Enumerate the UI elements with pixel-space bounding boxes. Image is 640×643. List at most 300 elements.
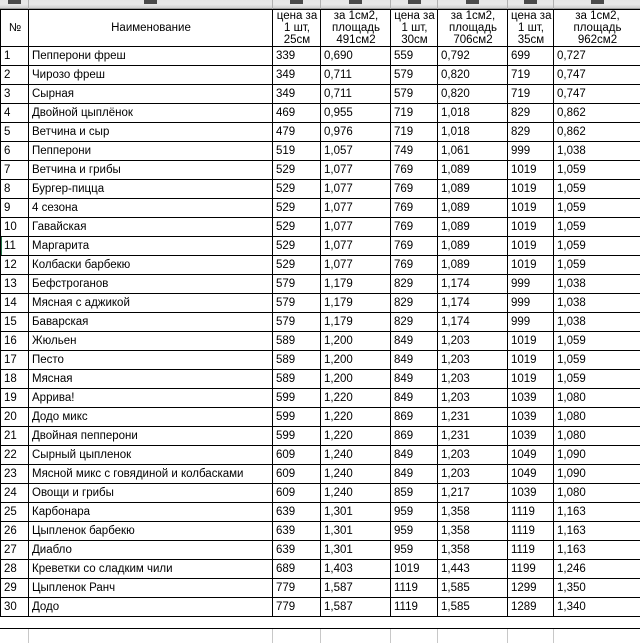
- price-per-cm2-35-cell[interactable]: 0,862: [554, 123, 640, 142]
- price-35cm-cell[interactable]: 1039: [508, 427, 554, 446]
- table-row[interactable]: [1, 218, 640, 237]
- header-line-3: 491см2: [336, 34, 375, 46]
- price-30cm-cell[interactable]: 719: [391, 104, 438, 123]
- price-per-cm2-25-cell[interactable]: 0,955: [321, 104, 391, 123]
- price-35cm-cell[interactable]: 1289: [508, 598, 554, 617]
- price-per-cm2-30-cell[interactable]: 1,443: [438, 560, 508, 579]
- row-number-cell[interactable]: 24: [1, 484, 29, 503]
- price-30cm-cell[interactable]: 769: [391, 161, 438, 180]
- price-per-cm2-30-cell[interactable]: 1,358: [438, 503, 508, 522]
- row-number-cell[interactable]: 28: [1, 560, 29, 579]
- column-header-price-30cm[interactable]: [391, 10, 438, 47]
- product-name-cell[interactable]: Аррива!: [29, 389, 273, 408]
- price-per-cm2-25-cell[interactable]: 1,220: [321, 408, 391, 427]
- table-row[interactable]: [1, 104, 640, 123]
- table-row[interactable]: [1, 47, 640, 66]
- table-row[interactable]: [1, 142, 640, 161]
- product-name-cell[interactable]: Сырный цыпленок: [29, 446, 273, 465]
- price-35cm-cell[interactable]: 1119: [508, 503, 554, 522]
- row-number-cell[interactable]: 13: [1, 275, 29, 294]
- price-per-cm2-25-cell[interactable]: 1,200: [321, 332, 391, 351]
- row-number-cell[interactable]: 4: [1, 104, 29, 123]
- price-35cm-cell[interactable]: 1019: [508, 218, 554, 237]
- header-line-3: 25см: [284, 34, 310, 46]
- price-35cm-cell[interactable]: 829: [508, 104, 554, 123]
- price-per-cm2-30-cell[interactable]: 1,061: [438, 142, 508, 161]
- row-number-cell[interactable]: 2: [1, 66, 29, 85]
- table-row[interactable]: [1, 256, 640, 275]
- price-30cm-cell[interactable]: 849: [391, 332, 438, 351]
- price-per-cm2-30-cell[interactable]: 1,358: [438, 522, 508, 541]
- price-per-cm2-30-cell[interactable]: 0,820: [438, 85, 508, 104]
- price-30cm-cell[interactable]: 769: [391, 256, 438, 275]
- price-per-cm2-25-cell[interactable]: 0,711: [321, 66, 391, 85]
- price-35cm-cell[interactable]: 699: [508, 47, 554, 66]
- column-header-price-35cm[interactable]: [508, 10, 554, 47]
- column-letter-2: [290, 0, 303, 4]
- price-per-cm2-30-cell[interactable]: 1,018: [438, 123, 508, 142]
- price-per-cm2-25-cell[interactable]: 1,301: [321, 541, 391, 560]
- price-per-cm2-25-cell[interactable]: 1,077: [321, 256, 391, 275]
- price-30cm-cell[interactable]: 849: [391, 370, 438, 389]
- price-per-cm2-25-cell[interactable]: 1,240: [321, 465, 391, 484]
- price-per-cm2-35-cell[interactable]: 1,090: [554, 446, 640, 465]
- price-per-cm2-25-cell[interactable]: 1,301: [321, 522, 391, 541]
- price-per-cm2-25-cell[interactable]: 1,200: [321, 370, 391, 389]
- price-25cm-cell[interactable]: 349: [273, 66, 321, 85]
- table-row[interactable]: [1, 85, 640, 104]
- price-per-cm2-30-cell[interactable]: 1,585: [438, 579, 508, 598]
- price-per-cm2-25-cell[interactable]: 1,077: [321, 180, 391, 199]
- row-number-cell[interactable]: 1: [1, 47, 29, 66]
- table-row[interactable]: [1, 522, 640, 541]
- table-row[interactable]: [1, 408, 640, 427]
- price-per-cm2-35-cell[interactable]: 1,038: [554, 294, 640, 313]
- table-row[interactable]: [1, 484, 640, 503]
- row-number-cell[interactable]: 12: [1, 256, 29, 275]
- price-per-cm2-25-cell[interactable]: 1,240: [321, 446, 391, 465]
- price-per-cm2-30-cell[interactable]: 0,792: [438, 47, 508, 66]
- price-35cm-cell[interactable]: 1119: [508, 522, 554, 541]
- price-35cm-cell[interactable]: 1119: [508, 541, 554, 560]
- price-per-cm2-30-cell[interactable]: 1,358: [438, 541, 508, 560]
- table-row[interactable]: [1, 294, 640, 313]
- price-per-cm2-25-cell[interactable]: 0,976: [321, 123, 391, 142]
- price-25cm-cell[interactable]: 479: [273, 123, 321, 142]
- column-header-name-label: Наименование: [111, 22, 191, 34]
- row-number-cell[interactable]: 18: [1, 370, 29, 389]
- price-30cm-cell[interactable]: 1119: [391, 598, 438, 617]
- price-35cm-cell[interactable]: 1299: [508, 579, 554, 598]
- price-35cm-cell[interactable]: 1019: [508, 256, 554, 275]
- sheet-bottom-gridline-6: [553, 629, 554, 643]
- price-per-cm2-25-cell[interactable]: 1,220: [321, 427, 391, 446]
- sheet-bottom-gridline-5: [507, 629, 508, 643]
- price-per-cm2-35-cell[interactable]: 0,747: [554, 85, 640, 104]
- price-25cm-cell[interactable]: 779: [273, 579, 321, 598]
- price-per-cm2-35-cell[interactable]: 0,727: [554, 47, 640, 66]
- row-number-cell[interactable]: 26: [1, 522, 29, 541]
- header-line-2: 1 шт,: [401, 22, 427, 34]
- price-30cm-cell[interactable]: 869: [391, 408, 438, 427]
- row-number-cell[interactable]: 5: [1, 123, 29, 142]
- price-35cm-cell[interactable]: 1019: [508, 180, 554, 199]
- product-name-cell[interactable]: Додо микс: [29, 408, 273, 427]
- price-35cm-cell[interactable]: 1019: [508, 161, 554, 180]
- product-name-cell[interactable]: Песто: [29, 351, 273, 370]
- spreadsheet-column-header-strip[interactable]: [0, 0, 640, 9]
- price-per-cm2-30-cell[interactable]: 1,203: [438, 446, 508, 465]
- price-per-cm2-25-cell[interactable]: 1,587: [321, 598, 391, 617]
- price-per-cm2-35-cell[interactable]: 1,246: [554, 560, 640, 579]
- product-name-cell[interactable]: Цыпленок Ранч: [29, 579, 273, 598]
- price-35cm-cell[interactable]: 999: [508, 313, 554, 332]
- price-per-cm2-25-cell[interactable]: 1,179: [321, 294, 391, 313]
- price-25cm-cell[interactable]: 529: [273, 237, 321, 256]
- price-per-cm2-25-cell[interactable]: 1,077: [321, 237, 391, 256]
- column-header-number[interactable]: [1, 10, 29, 47]
- price-per-cm2-30-cell[interactable]: 1,585: [438, 598, 508, 617]
- row-number-cell[interactable]: 20: [1, 408, 29, 427]
- price-per-cm2-30-cell[interactable]: 1,089: [438, 237, 508, 256]
- price-30cm-cell[interactable]: 769: [391, 218, 438, 237]
- price-per-cm2-35-cell[interactable]: 1,059: [554, 161, 640, 180]
- price-30cm-cell[interactable]: 769: [391, 180, 438, 199]
- column-letter-0: [8, 0, 21, 4]
- row-number-cell[interactable]: 29: [1, 579, 29, 598]
- column-header-separator-3: [390, 0, 391, 9]
- price-25cm-cell[interactable]: 519: [273, 142, 321, 161]
- table-row[interactable]: [1, 427, 640, 446]
- table-row[interactable]: [1, 161, 640, 180]
- price-35cm-cell[interactable]: 1019: [508, 332, 554, 351]
- price-25cm-cell[interactable]: 689: [273, 560, 321, 579]
- product-name-cell[interactable]: Пепперони: [29, 142, 273, 161]
- price-35cm-cell[interactable]: 1049: [508, 465, 554, 484]
- price-25cm-cell[interactable]: 779: [273, 598, 321, 617]
- price-per-cm2-30-cell[interactable]: 1,203: [438, 370, 508, 389]
- row-number-cell[interactable]: 19: [1, 389, 29, 408]
- price-25cm-cell[interactable]: 639: [273, 503, 321, 522]
- row-number-cell[interactable]: 14: [1, 294, 29, 313]
- product-name-cell[interactable]: Креветки со сладким чили: [29, 560, 273, 579]
- price-30cm-cell[interactable]: 829: [391, 313, 438, 332]
- price-per-cm2-25-cell[interactable]: 1,077: [321, 218, 391, 237]
- product-name-cell[interactable]: Двойная пепперони: [29, 427, 273, 446]
- price-30cm-cell[interactable]: 849: [391, 389, 438, 408]
- table-row[interactable]: [1, 446, 640, 465]
- price-25cm-cell[interactable]: 589: [273, 370, 321, 389]
- price-per-cm2-35-cell[interactable]: 1,163: [554, 503, 640, 522]
- price-25cm-cell[interactable]: 639: [273, 522, 321, 541]
- price-per-cm2-35-cell[interactable]: 0,747: [554, 66, 640, 85]
- price-per-cm2-25-cell[interactable]: 1,220: [321, 389, 391, 408]
- product-name-cell[interactable]: Чирозо фреш: [29, 66, 273, 85]
- table-row[interactable]: [1, 560, 640, 579]
- table-row[interactable]: [1, 66, 640, 85]
- product-name-cell[interactable]: Ветчина и грибы: [29, 161, 273, 180]
- row-number-cell[interactable]: 6: [1, 142, 29, 161]
- price-per-cm2-25-cell[interactable]: 1,057: [321, 142, 391, 161]
- price-per-cm2-35-cell[interactable]: 1,059: [554, 180, 640, 199]
- price-35cm-cell[interactable]: 1199: [508, 560, 554, 579]
- price-35cm-cell[interactable]: 1019: [508, 370, 554, 389]
- price-per-cm2-35-cell[interactable]: 0,862: [554, 104, 640, 123]
- table-row[interactable]: [1, 351, 640, 370]
- price-35cm-cell[interactable]: 999: [508, 275, 554, 294]
- price-per-cm2-30-cell[interactable]: 1,203: [438, 465, 508, 484]
- product-name-cell[interactable]: Овощи и грибы: [29, 484, 273, 503]
- price-30cm-cell[interactable]: 829: [391, 294, 438, 313]
- price-30cm-cell[interactable]: 769: [391, 199, 438, 218]
- product-name-cell[interactable]: Мясная с аджикой: [29, 294, 273, 313]
- price-35cm-cell[interactable]: 1019: [508, 237, 554, 256]
- price-25cm-cell[interactable]: 589: [273, 332, 321, 351]
- price-per-cm2-25-cell[interactable]: 1,403: [321, 560, 391, 579]
- price-per-cm2-35-cell[interactable]: 1,038: [554, 142, 640, 161]
- row-number-cell[interactable]: 16: [1, 332, 29, 351]
- column-header-separator-0: [28, 0, 29, 9]
- sheet-bottom-blank-row[interactable]: [0, 628, 640, 642]
- product-name-cell[interactable]: Маргарита: [29, 237, 273, 256]
- table-row[interactable]: [1, 275, 640, 294]
- price-per-cm2-30-cell[interactable]: 1,174: [438, 313, 508, 332]
- column-header-name[interactable]: [29, 10, 273, 47]
- price-30cm-cell[interactable]: 559: [391, 47, 438, 66]
- price-35cm-cell[interactable]: 719: [508, 85, 554, 104]
- product-name-cell[interactable]: Баварская: [29, 313, 273, 332]
- price-25cm-cell[interactable]: 529: [273, 218, 321, 237]
- header-line-2: 1 шт,: [518, 22, 544, 34]
- price-30cm-cell[interactable]: 769: [391, 237, 438, 256]
- price-25cm-cell[interactable]: 599: [273, 408, 321, 427]
- price-per-cm2-30-cell[interactable]: 1,203: [438, 389, 508, 408]
- table-body: [1, 47, 640, 617]
- price-per-cm2-30-cell[interactable]: 1,089: [438, 180, 508, 199]
- price-25cm-cell[interactable]: 529: [273, 256, 321, 275]
- price-per-cm2-30-cell[interactable]: 1,089: [438, 161, 508, 180]
- price-35cm-cell[interactable]: 1039: [508, 389, 554, 408]
- price-35cm-cell[interactable]: 1039: [508, 408, 554, 427]
- header-line-3: 706см2: [453, 34, 492, 46]
- table-row[interactable]: [1, 579, 640, 598]
- price-per-cm2-35-cell[interactable]: 1,163: [554, 541, 640, 560]
- product-name-cell[interactable]: Диабло: [29, 541, 273, 560]
- price-30cm-cell[interactable]: 849: [391, 351, 438, 370]
- price-30cm-cell[interactable]: 849: [391, 465, 438, 484]
- price-35cm-cell[interactable]: 1039: [508, 484, 554, 503]
- product-name-cell[interactable]: 4 сезона: [29, 199, 273, 218]
- table-row[interactable]: [1, 313, 640, 332]
- price-25cm-cell[interactable]: 529: [273, 180, 321, 199]
- product-name-cell[interactable]: Додо: [29, 598, 273, 617]
- row-number-cell[interactable]: 25: [1, 503, 29, 522]
- row-number-cell[interactable]: 21: [1, 427, 29, 446]
- price-per-cm2-35-cell[interactable]: 1,038: [554, 275, 640, 294]
- price-25cm-cell[interactable]: 529: [273, 199, 321, 218]
- price-35cm-cell[interactable]: 829: [508, 123, 554, 142]
- product-name-cell[interactable]: Мясной микс с говядиной и колбасками: [29, 465, 273, 484]
- price-25cm-cell[interactable]: 579: [273, 294, 321, 313]
- product-name-cell[interactable]: Ветчина и сыр: [29, 123, 273, 142]
- header-line-2: площадь: [449, 22, 497, 34]
- row-number-cell[interactable]: 15: [1, 313, 29, 332]
- price-30cm-cell[interactable]: 869: [391, 427, 438, 446]
- price-per-cm2-30-cell[interactable]: 0,820: [438, 66, 508, 85]
- price-per-cm2-25-cell[interactable]: 0,690: [321, 47, 391, 66]
- price-30cm-cell[interactable]: 959: [391, 522, 438, 541]
- price-per-cm2-35-cell[interactable]: 1,080: [554, 389, 640, 408]
- price-per-cm2-30-cell[interactable]: 1,174: [438, 275, 508, 294]
- row-number-cell[interactable]: 10: [1, 218, 29, 237]
- price-per-cm2-35-cell[interactable]: 1,059: [554, 351, 640, 370]
- product-name-cell[interactable]: Мясная: [29, 370, 273, 389]
- price-per-cm2-35-cell[interactable]: 1,059: [554, 199, 640, 218]
- column-header-price-25cm[interactable]: [273, 10, 321, 47]
- table-row[interactable]: [1, 465, 640, 484]
- row-number-cell[interactable]: 23: [1, 465, 29, 484]
- price-30cm-cell[interactable]: 849: [391, 446, 438, 465]
- price-30cm-cell[interactable]: 1119: [391, 579, 438, 598]
- price-30cm-cell[interactable]: 579: [391, 66, 438, 85]
- header-line-1: за 1см2,: [451, 10, 496, 22]
- price-35cm-cell[interactable]: 1049: [508, 446, 554, 465]
- column-header-area-25cm[interactable]: [321, 10, 391, 47]
- price-25cm-cell[interactable]: 349: [273, 85, 321, 104]
- active-cell-row-number-cell[interactable]: 11: [1, 237, 29, 256]
- price-30cm-cell[interactable]: 959: [391, 541, 438, 560]
- price-30cm-cell[interactable]: 719: [391, 123, 438, 142]
- price-per-cm2-35-cell[interactable]: 1,090: [554, 465, 640, 484]
- price-per-cm2-30-cell[interactable]: 1,174: [438, 294, 508, 313]
- column-header-separator-4: [437, 0, 438, 9]
- price-per-cm2-35-cell[interactable]: 1,350: [554, 579, 640, 598]
- table-row[interactable]: [1, 237, 640, 256]
- price-per-cm2-30-cell[interactable]: 1,217: [438, 484, 508, 503]
- table-row[interactable]: [1, 389, 640, 408]
- row-number-cell[interactable]: 22: [1, 446, 29, 465]
- price-per-cm2-35-cell[interactable]: 1,080: [554, 484, 640, 503]
- price-25cm-cell[interactable]: 599: [273, 427, 321, 446]
- product-name-cell[interactable]: Сырная: [29, 85, 273, 104]
- price-per-cm2-25-cell[interactable]: 1,200: [321, 351, 391, 370]
- price-per-cm2-25-cell[interactable]: 1,240: [321, 484, 391, 503]
- table-row[interactable]: [1, 503, 640, 522]
- table-row[interactable]: [1, 541, 640, 560]
- price-per-cm2-35-cell[interactable]: 1,038: [554, 313, 640, 332]
- price-25cm-cell[interactable]: 609: [273, 465, 321, 484]
- price-per-cm2-30-cell[interactable]: 1,018: [438, 104, 508, 123]
- price-35cm-cell[interactable]: 1019: [508, 199, 554, 218]
- row-number-cell[interactable]: 30: [1, 598, 29, 617]
- sheet-bottom-gridline-3: [390, 629, 391, 643]
- price-25cm-cell[interactable]: 579: [273, 313, 321, 332]
- price-25cm-cell[interactable]: 579: [273, 275, 321, 294]
- price-25cm-cell[interactable]: 599: [273, 389, 321, 408]
- product-name-cell[interactable]: Пепперони фреш: [29, 47, 273, 66]
- table-row[interactable]: [1, 180, 640, 199]
- table-row[interactable]: [1, 332, 640, 351]
- table-row[interactable]: [1, 370, 640, 389]
- price-per-cm2-35-cell[interactable]: 1,059: [554, 218, 640, 237]
- product-name-cell[interactable]: Колбаски барбекю: [29, 256, 273, 275]
- row-number-cell[interactable]: 17: [1, 351, 29, 370]
- product-name-cell[interactable]: Цыпленок барбекю: [29, 522, 273, 541]
- price-35cm-cell[interactable]: 999: [508, 142, 554, 161]
- row-number-cell[interactable]: 8: [1, 180, 29, 199]
- row-number-cell[interactable]: 27: [1, 541, 29, 560]
- price-per-cm2-25-cell[interactable]: 1,077: [321, 199, 391, 218]
- price-35cm-cell[interactable]: 1019: [508, 351, 554, 370]
- price-per-cm2-35-cell[interactable]: 1,340: [554, 598, 640, 617]
- table-row[interactable]: [1, 123, 640, 142]
- price-per-cm2-30-cell[interactable]: 1,203: [438, 332, 508, 351]
- price-25cm-cell[interactable]: 469: [273, 104, 321, 123]
- product-name-cell[interactable]: Бефстроганов: [29, 275, 273, 294]
- price-per-cm2-30-cell[interactable]: 1,203: [438, 351, 508, 370]
- price-per-cm2-25-cell[interactable]: 1,587: [321, 579, 391, 598]
- price-25cm-cell[interactable]: 609: [273, 446, 321, 465]
- price-per-cm2-30-cell[interactable]: 1,089: [438, 218, 508, 237]
- column-header-area-30cm[interactable]: [438, 10, 508, 47]
- product-name-cell[interactable]: Карбонара: [29, 503, 273, 522]
- price-per-cm2-35-cell[interactable]: 1,080: [554, 427, 640, 446]
- table-row[interactable]: [1, 199, 640, 218]
- price-per-cm2-30-cell[interactable]: 1,089: [438, 256, 508, 275]
- price-per-cm2-35-cell[interactable]: 1,059: [554, 370, 640, 389]
- column-header-number-label: №: [9, 22, 21, 34]
- column-header-area-35cm[interactable]: [554, 10, 640, 47]
- column-letter-4: [408, 0, 421, 4]
- price-per-cm2-30-cell[interactable]: 1,089: [438, 199, 508, 218]
- price-per-cm2-25-cell[interactable]: 1,301: [321, 503, 391, 522]
- price-per-cm2-25-cell[interactable]: 0,711: [321, 85, 391, 104]
- product-name-cell[interactable]: Жюльен: [29, 332, 273, 351]
- product-name-cell[interactable]: Двойной цыплёнок: [29, 104, 273, 123]
- row-number-cell[interactable]: 3: [1, 85, 29, 104]
- price-per-cm2-35-cell[interactable]: 1,059: [554, 237, 640, 256]
- price-per-cm2-35-cell[interactable]: 1,080: [554, 408, 640, 427]
- price-30cm-cell[interactable]: 749: [391, 142, 438, 161]
- table-row[interactable]: [1, 598, 640, 617]
- price-per-cm2-25-cell[interactable]: 1,179: [321, 275, 391, 294]
- price-25cm-cell[interactable]: 589: [273, 351, 321, 370]
- price-per-cm2-35-cell[interactable]: 1,059: [554, 256, 640, 275]
- price-25cm-cell[interactable]: 609: [273, 484, 321, 503]
- price-30cm-cell[interactable]: 829: [391, 275, 438, 294]
- price-30cm-cell[interactable]: 859: [391, 484, 438, 503]
- row-number-cell[interactable]: 9: [1, 199, 29, 218]
- price-30cm-cell[interactable]: 579: [391, 85, 438, 104]
- price-per-cm2-30-cell[interactable]: 1,231: [438, 427, 508, 446]
- price-25cm-cell[interactable]: 639: [273, 541, 321, 560]
- row-number-cell[interactable]: 7: [1, 161, 29, 180]
- column-letter-5: [466, 0, 479, 4]
- price-35cm-cell[interactable]: 999: [508, 294, 554, 313]
- price-30cm-cell[interactable]: 1019: [391, 560, 438, 579]
- price-per-cm2-25-cell[interactable]: 1,077: [321, 161, 391, 180]
- price-30cm-cell[interactable]: 959: [391, 503, 438, 522]
- price-per-cm2-25-cell[interactable]: 1,179: [321, 313, 391, 332]
- price-35cm-cell[interactable]: 719: [508, 66, 554, 85]
- product-name-cell[interactable]: Гавайская: [29, 218, 273, 237]
- product-name-cell[interactable]: Бургер-пицца: [29, 180, 273, 199]
- price-25cm-cell[interactable]: 339: [273, 47, 321, 66]
- price-25cm-cell[interactable]: 529: [273, 161, 321, 180]
- price-per-cm2-35-cell[interactable]: 1,059: [554, 332, 640, 351]
- price-per-cm2-30-cell[interactable]: 1,231: [438, 408, 508, 427]
- price-per-cm2-35-cell[interactable]: 1,163: [554, 522, 640, 541]
